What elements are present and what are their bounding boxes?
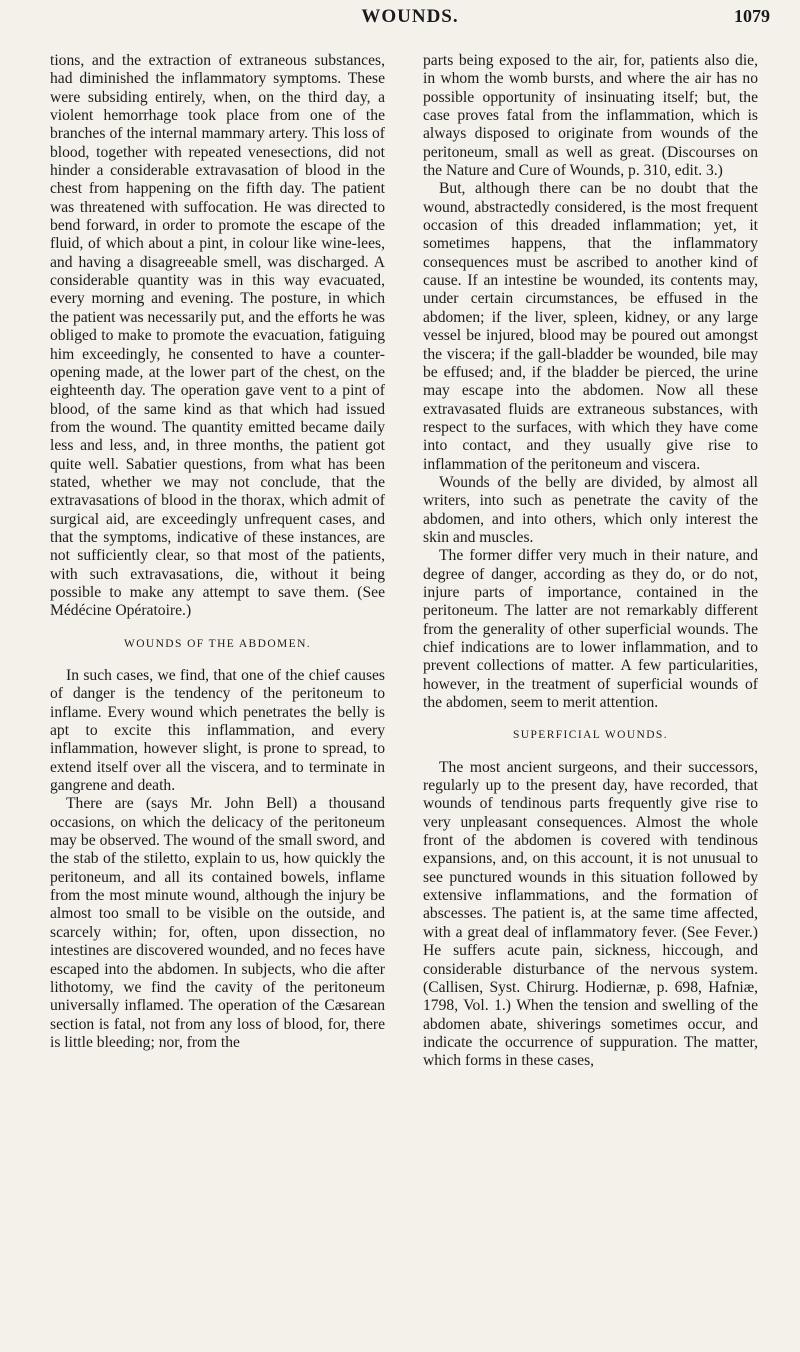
paragraph: There are (says Mr. John Bell) a thousand occasions, on which the delicacy of the peritoneum may be observed. The wound of the small sword, and the stab of the stiletto, explain to us, how quickly the peritoneum, and all its contained bowels, inflame from the most minute wound, although the injury be almost too small to be visible on the outside, and scarcely within; for, often, upon dissection, no intestines are discovered wounded, and no feces have escaped into the abdomen. In subjects, who die after lithotomy, we find the cavity of the peritoneum universally inflamed. The operation of the Cæsarean section is fatal, not from any loss of blood, for, there is little bleeding; nor, from the bbox=[50, 795, 385, 1051]
paragraph: The most ancient surgeons, and their successors, regularly up to the present day, have recorded, that wounds of tendinous parts frequently give rise to very unpleasant consequences. Almost the whole front of the abdomen is covered with tendinous expansions, and, on this account, it is not unusual to see punctured wounds in this situation followed by extensive inflammations, and the formation of abscesses. The patient is, at the same time affected, with a great deal of inflammatory fever. (See Fever.) He suffers acute pain, sickness, hiccough, and considerable disturbance of the nervous system. (Callisen, Syst. Chirurg. Hodiernæ, p. 698, Hafniæ, 1798, Vol. 1.) When the tension and swelling of the abdomen abate, shiverings sometimes occur, and indicate the occurrence of suppuration. The matter, which forms in these cases, bbox=[423, 758, 758, 1070]
left-column bbox=[50, 52, 385, 1052]
paragraph: In such cases, we find, that one of the chief causes of danger is the tendency of the peritoneum to inflame. Every wound which penetrates the belly is apt to excite this inflammation, and every inflammation, however slight, is prone to spread, to extend itself over all the viscera, and to terminate in gangrene and death. bbox=[50, 667, 385, 795]
section-heading: SUPERFICIAL WOUNDS. bbox=[512, 729, 669, 742]
page-header bbox=[50, 6, 770, 36]
right-column bbox=[423, 52, 758, 1071]
paragraph: Wounds of the belly are divided, by almost all writers, into such as penetrate the cavity of the abdomen, and into others, which only interest the skin and muscles. bbox=[423, 473, 758, 546]
paragraph: But, although there can be no doubt that the wound, abstractedly considered, is the most frequent occasion of this dreaded inflammation; yet, it sometimes happens, that the inflammatory consequences must be ascribed to another kind of cause. If an intestine be wounded, its contents may, under certain circumstances, be effused in the abdomen; if the liver, spleen, kidney, or any large vessel be injured, blood may be poured out amongst the viscera; if the gall-bladder be wounded, bile may be effused; and, if the bladder be pierced, the urine may escape into the abdomen. Now all these extravasated fluids are extraneous substances, with respect to the surfaces, with which they have come into contact, and they usually give rise to inflammation of the peritoneum and viscera. bbox=[423, 180, 758, 473]
page-number: 1079 bbox=[734, 6, 770, 26]
section-heading: WOUNDS OF THE ABDOMEN. bbox=[123, 637, 312, 650]
running-title: WOUNDS. bbox=[361, 6, 459, 27]
paragraph: The former differ very much in their nature, and degree of danger, according as they do, or do not, injure parts of importance, contained in the peritoneum. The latter are not remarkably different from the generality of other superficial wounds. The chief indications are to lower inflammation, and to prevent collections of matter. A few particularities, however, in the treatment of superficial wounds of the abdomen, seem to merit attention. bbox=[423, 547, 758, 712]
paragraph: tions, and the extraction of extraneous substances, had diminished the inflammatory symptoms. These were subsiding entirely, when, on the third day, a violent hemorrhage took place from one of the branches of the internal mammary artery. This loss of blood, together with repeated venesections, did not hinder a considerable extravasation of blood in the chest from happening on the fifth day. The patient was threatened with suffocation. He was directed to bend forward, in order to promote the escape of the fluid, of which about a pint, in colour like wine-lees, and having a disagreeable smell, was discharged. A considerable quantity was in this way evacuated, every morning and evening. The posture, in which the patient was necessarily put, and the efforts he was obliged to make to promote the evacuation, fatiguing him exceedingly, he consented to have a counter-opening made, at the lower part of the chest, on the eighteenth day. The operation gave vent to a pint of blood, of the same kind as that which had issued from the wound. The quantity emitted became daily less and less, and, in three months, the patient got quite well. Sabatier questions, from what has been stated, whether we may not conclude, that the extravasations of blood in the thorax, which admit of surgical aid, are exceedingly unfrequent cases, and that the symptoms, indicative of these instances, are not sufficiently clear, so that most of the patients, with such extravasations, die, without it being possible to make any attempt to save them. (See Médécine Opératoire.) bbox=[50, 52, 385, 620]
paragraph: parts being exposed to the air, for, patients also die, in whom the womb bursts, and where the air has no possible opportunity of insinuating itself; but, the case proves fatal from the inflammation, which is always disposed to originate from wounds of the peritoneum, small as well as great. (Discourses on the Nature and Cure of Wounds, p. 310, edit. 3.) bbox=[423, 52, 758, 180]
